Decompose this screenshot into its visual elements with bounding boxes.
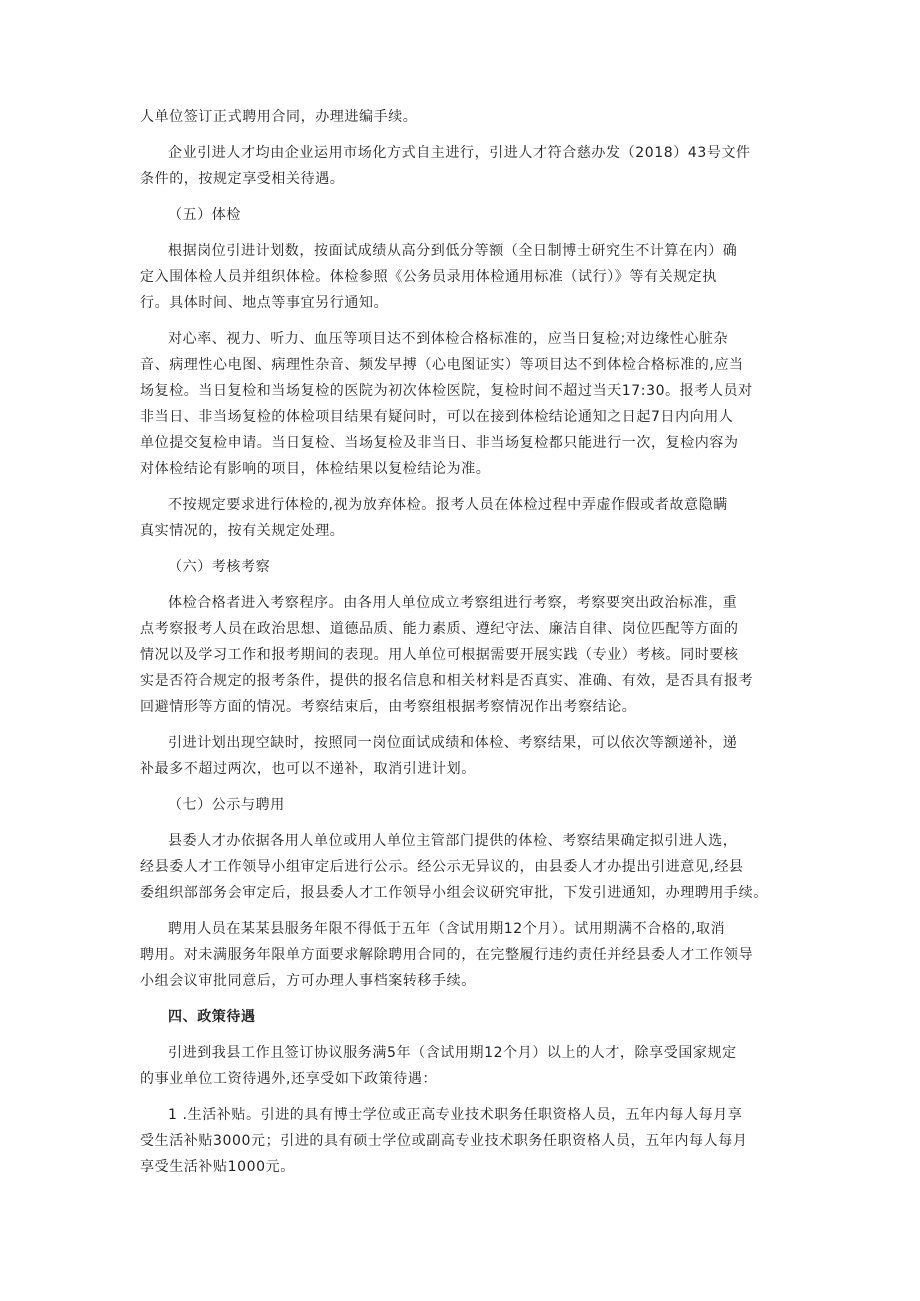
text-line: 行。具体时间、地点等事宜另行通知。 <box>140 295 389 311</box>
subheading-physical-exam: （五）体检 <box>168 207 241 223</box>
text-line: 定入围体检人员并组织体检。体检参照《公务员录用体检通用标准（试行）》等有关规定执 <box>140 269 717 285</box>
text-line: 人单位签订正式聘用合同，办理进编手续。 <box>140 109 418 125</box>
text-line: 引进到我县工作且签订协议服务满5年（含试用期12个月）以上的人才，除享受国家规定 <box>168 1045 737 1061</box>
text-line: 非当日、非当场复检的体检项目结果有疑问时，可以在接到体检结论通知之日起7日内向用人 <box>140 409 734 425</box>
para-exam-plan <box>140 238 780 316</box>
para-reexam <box>140 326 780 482</box>
section-heading-policy: 四、政策待遇 <box>168 1009 256 1025</box>
text-line: 点考察报考人员在政治思想、道德品质、能力素质、遵纪守法、廉洁自律、岗位匹配等方面的 <box>140 621 739 637</box>
para-service-term <box>140 916 780 994</box>
text-line: 不按规定要求进行体检的,视为放弃体检。报考人员在体检过程中弄虚作假或者故意隐瞒 <box>168 497 728 513</box>
para-continuation <box>140 104 780 130</box>
para-policy-intro <box>140 1040 780 1092</box>
text-line: 单位提交复检申请。当日复检、当场复检及非当日、非当场复检都只能进行一次，复检内容为 <box>140 435 739 451</box>
subheading-publicity-hiring: （七）公示与聘用 <box>168 797 285 813</box>
text-line: 体检合格者进入考察程序。由各用人单位成立考察组进行考察，考察要突出政治标准，重 <box>168 595 738 611</box>
para-enterprise-talent <box>140 140 780 192</box>
para-exam-abandon <box>140 492 780 544</box>
text-line: 委组织部部务会审定后，报县委人才工作领导小组会议研究审批，下发引进通知，办理聘用手续。 <box>140 885 768 901</box>
para-publicity <box>140 828 780 906</box>
para-living-allowance <box>140 1102 780 1180</box>
text-line: 小组会议审批同意后，方可办理人事档案转移手续。 <box>140 973 476 989</box>
text-line: 经县委人才工作领导小组审定后进行公示。经公示无异议的，由县委人才办提出引进意见,经县 <box>140 859 744 875</box>
text-line: 对体检结论有影响的项目，体检结果以复检结论为准。 <box>140 461 491 477</box>
text-line: 对心率、视力、听力、血压等项目达不到体检合格标准的，应当日复检;对边缘性心脏杂 <box>168 331 729 347</box>
text-line: 真实情况的，按有关规定处理。 <box>140 523 345 539</box>
text-line: 1 .生活补贴。引进的具有博士学位或正高专业技术职务任职资格人员，五年内每人每月享 <box>168 1107 743 1123</box>
text-line: 受生活补贴3000元；引进的具有硕士学位或副高专业技术职务任职资格人员，五年内每人每月 <box>140 1133 748 1149</box>
text-line: 条件的，按规定享受相关待遇。 <box>140 171 345 187</box>
text-line: 县委人才办依据各用人单位或用人单位主管部门提供的体检、考察结果确定拟引进人选， <box>168 833 738 849</box>
text-line: 聘用人员在某某县服务年限不得低于五年（含试用期12个月）。试用期满不合格的,取消 <box>168 921 726 937</box>
text-line: 实是否符合规定的报考条件，提供的报名信息和相关材料是否真实、准确、有效，是否具有报考 <box>140 673 754 689</box>
text-line: 引进计划出现空缺时，按照同一岗位面试成绩和体检、考察结果，可以依次等额递补，递 <box>168 735 738 751</box>
text-line: 聘用。对未满服务年限单方面要求解除聘用合同的，在完整履行违约责任并经县委人才工作领导 <box>140 947 754 963</box>
text-line: 场复检。当日复检和当场复检的医院为初次体检医院，复检时间不超过当天17:30。报考人员对 <box>140 383 753 399</box>
subheading-assessment: （六）考核考察 <box>168 559 271 575</box>
text-line: 根据岗位引进计划数，按面试成绩从高分到低分等额（全日制博士研究生不计算在内）确 <box>168 243 738 259</box>
text-line: 的事业单位工资待遇外,还享受如下政策待遇： <box>140 1071 438 1087</box>
text-line: 企业引进人才均由企业运用市场化方式自主进行，引进人才符合慈办发（2018）43号文件 <box>168 145 751 161</box>
text-line: 情况以及学习工作和报考期间的表现。用人单位可根据需要开展实践（专业）考核。同时要核 <box>140 647 739 663</box>
text-line: 享受生活补贴1000元。 <box>140 1159 295 1175</box>
text-line: 音、病理性心电图、病理性杂音、频发早搏（心电图证实）等项目达不到体检合格标准的,应当 <box>140 357 744 373</box>
para-assessment-procedure <box>140 590 780 720</box>
text-line: 补最多不超过两次，也可以不递补，取消引进计划。 <box>140 761 476 777</box>
para-vacancy <box>140 730 780 782</box>
text-line: 回避情形等方面的情况。考察结束后，由考察组根据考察情况作出考察结论。 <box>140 699 637 715</box>
document-page <box>140 104 780 1190</box>
